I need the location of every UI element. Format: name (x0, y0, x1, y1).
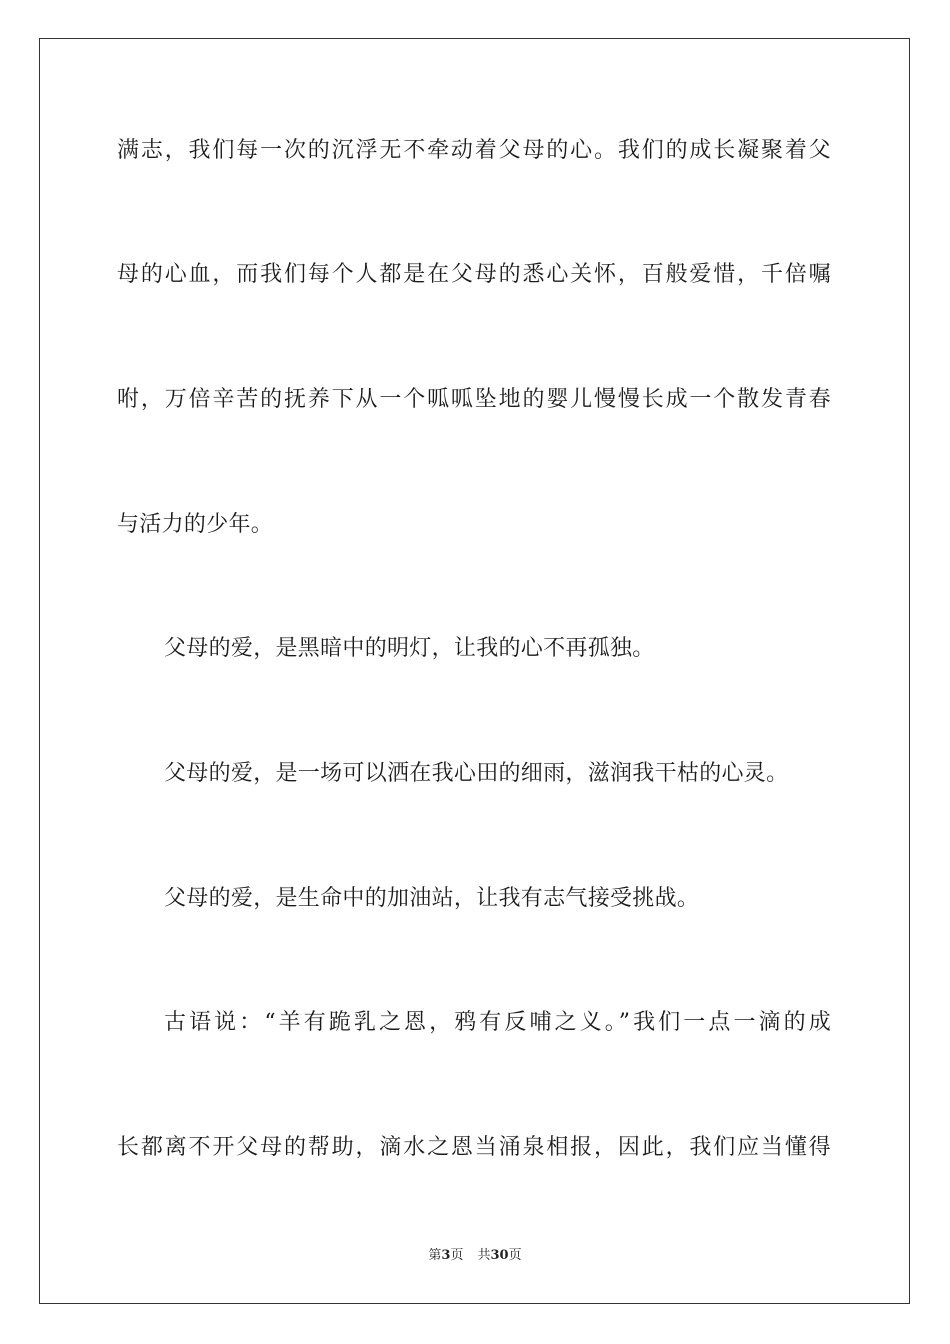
text-line-5: 父母的爱，是黑暗中的明灯，让我的心不再孤独。 (164, 636, 655, 661)
page-border (39, 38, 910, 1304)
footer-page-suffix: 页 (450, 1248, 464, 1263)
page-footer (0, 1246, 950, 1266)
text-line-6: 父母的爱，是一场可以洒在我心田的细雨，滋润我干枯的心灵。 (164, 761, 789, 786)
footer-total-number: 30 (490, 1248, 509, 1263)
footer-page-number: 3 (441, 1248, 451, 1263)
text-line-9: 长都离不开父母的帮助，滴水之恩当涌泉相报，因此，我们应当懂得 (117, 1135, 831, 1160)
text-line-7: 父母的爱，是生命中的加油站，让我有志气接受挑战。 (164, 886, 700, 911)
footer-total-prefix: 共 (477, 1248, 491, 1263)
text-line-2: 母的心血，而我们每个人都是在父母的悉心关怀，百般爱惜，千倍嘱 (117, 262, 831, 287)
text-line-1: 满志，我们每一次的沉浮无不牵动着父母的心。我们的成长凝聚着父 (117, 138, 831, 163)
footer-page-prefix: 第 (428, 1248, 442, 1263)
text-line-4: 与活力的少年。 (117, 512, 274, 537)
footer-total-suffix: 页 (508, 1248, 522, 1263)
text-line-3: 咐，万倍辛苦的抚养下从一个呱呱坠地的婴儿慢慢长成一个散发青春 (117, 387, 831, 412)
text-line-8: 古语说：“羊有跪乳之恩，鸦有反哺之义。”我们一点一滴的成 (164, 1010, 831, 1035)
